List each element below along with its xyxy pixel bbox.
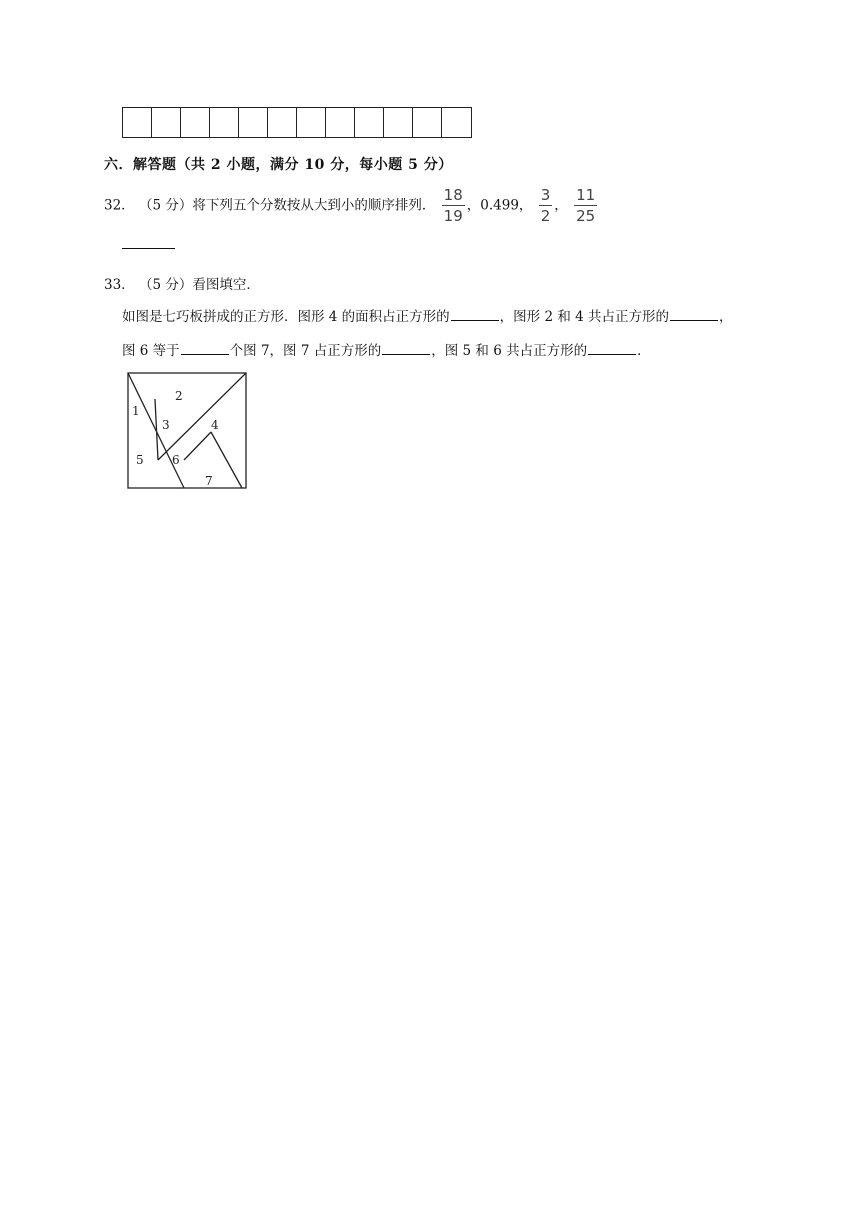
tangram-label-6: 6 bbox=[172, 453, 180, 467]
answer-blank[interactable] bbox=[122, 248, 175, 249]
question-score: （5 分） bbox=[138, 277, 193, 293]
fraction-numerator: 3 bbox=[540, 186, 551, 204]
fraction-18-19 bbox=[442, 188, 465, 224]
separator: ， bbox=[518, 197, 533, 214]
question-32 bbox=[104, 188, 599, 224]
tangram-label-3: 3 bbox=[162, 418, 170, 432]
tangram-edge bbox=[184, 432, 211, 460]
grid-cell bbox=[413, 108, 442, 137]
fraction-numerator: 18 bbox=[443, 186, 463, 204]
grid-cell bbox=[239, 108, 268, 137]
fraction-denominator: 2 bbox=[540, 207, 551, 225]
answer-blank[interactable] bbox=[382, 342, 430, 355]
tangram-figure bbox=[127, 372, 249, 490]
grid-cell bbox=[297, 108, 326, 137]
separator: ， bbox=[554, 197, 568, 214]
grid-cell bbox=[355, 108, 384, 137]
separator: ， bbox=[466, 197, 481, 214]
fraction-11-25 bbox=[574, 188, 597, 224]
grid-cell bbox=[268, 108, 297, 137]
text-segment: 图 6 等于 bbox=[122, 343, 180, 359]
question-text: 看图填空． bbox=[192, 277, 260, 293]
tangram-edge bbox=[211, 432, 242, 488]
text-segment: 如图是七巧板拼成的正方形．图形 4 的面积占正方形的 bbox=[122, 309, 450, 325]
question-score: （5 分） bbox=[138, 197, 193, 214]
text-segment: ，图 5 和 6 共占正方形的 bbox=[431, 343, 588, 359]
answer-blank[interactable] bbox=[451, 308, 499, 321]
fraction-denominator: 19 bbox=[443, 207, 463, 225]
question-33-header bbox=[104, 273, 260, 293]
question-text: 将下列五个分数按从大到小的顺序排列． bbox=[192, 197, 436, 214]
decimal-value: 0.499 bbox=[480, 197, 519, 214]
tangram-label-1: 1 bbox=[132, 404, 140, 418]
answer-blank[interactable] bbox=[588, 342, 636, 355]
grid-cell bbox=[384, 108, 413, 137]
answer-blank[interactable] bbox=[670, 308, 718, 321]
question-number: 33． bbox=[104, 277, 135, 293]
tangram-label-7: 7 bbox=[205, 474, 213, 488]
text-segment: ． bbox=[637, 343, 651, 359]
tangram-label-4: 4 bbox=[211, 418, 219, 432]
tangram-edge bbox=[158, 373, 246, 460]
tangram-label-5: 5 bbox=[136, 453, 144, 467]
section-title: 六．解答题（共 2 小题，满分 10 分，每小题 5 分） bbox=[104, 157, 453, 173]
grid-cell bbox=[326, 108, 355, 137]
fraction-3-2 bbox=[539, 188, 553, 224]
question-33-line-2 bbox=[122, 339, 651, 359]
question-33-line-1 bbox=[122, 305, 733, 325]
fraction-denominator: 25 bbox=[576, 207, 596, 225]
answer-blank[interactable] bbox=[181, 342, 229, 355]
text-segment: 个图 7，图 7 占正方形的 bbox=[229, 343, 382, 359]
grid-cell bbox=[152, 108, 181, 137]
text-segment: ，图形 2 和 4 共占正方形的 bbox=[499, 309, 670, 325]
question-number: 32． bbox=[104, 197, 135, 214]
answer-grid bbox=[122, 107, 472, 138]
grid-cell bbox=[181, 108, 210, 137]
grid-cell bbox=[210, 108, 239, 137]
text-segment: ， bbox=[719, 309, 733, 325]
tangram-label-2: 2 bbox=[175, 389, 183, 403]
grid-cell bbox=[442, 108, 471, 137]
grid-cell bbox=[123, 108, 152, 137]
fraction-numerator: 11 bbox=[576, 186, 596, 204]
